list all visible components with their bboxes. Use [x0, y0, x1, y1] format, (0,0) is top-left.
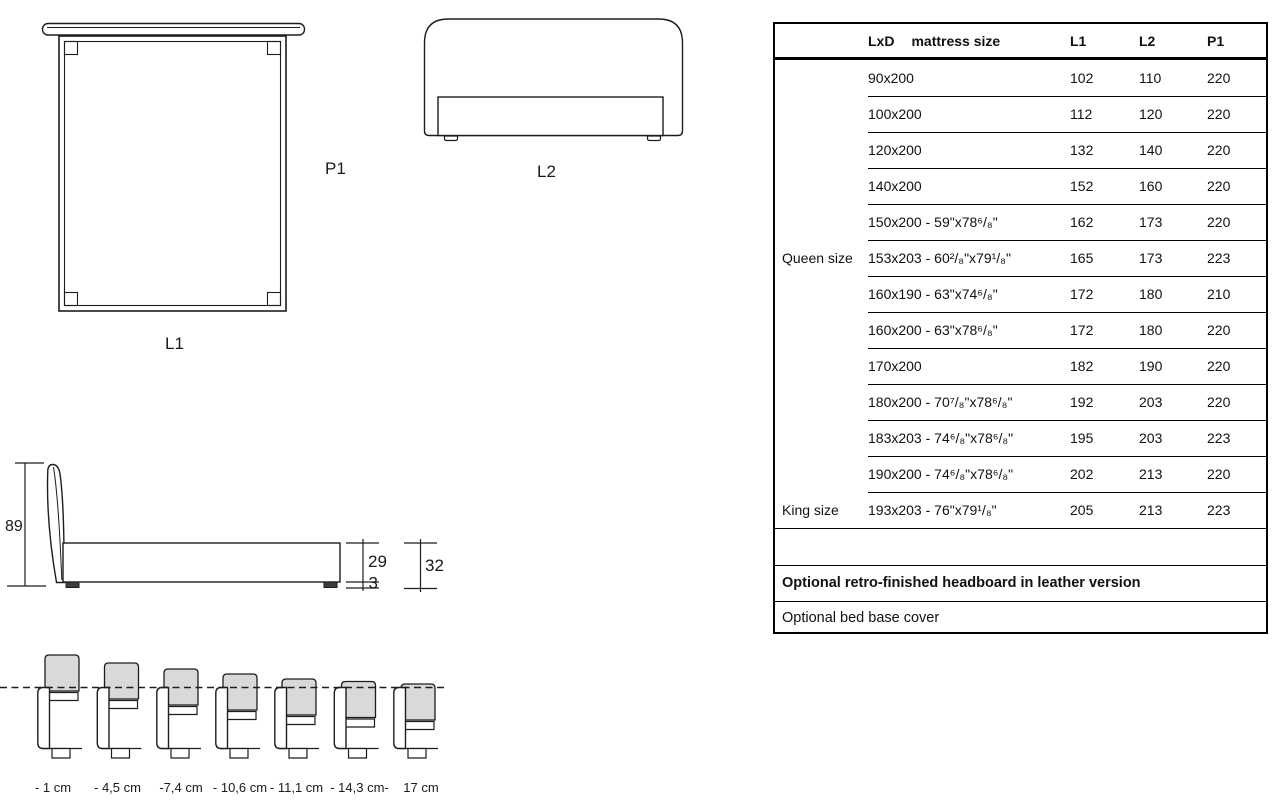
cell-mattress-size: 183x203 - 74⁶/₈"x78⁶/₈" — [868, 430, 1014, 446]
bed-base-side-view — [63, 543, 340, 582]
header-size-column — [868, 33, 1070, 49]
bed-base-front-view — [438, 97, 663, 136]
mattress-size-table — [773, 22, 1268, 634]
table-row — [775, 492, 1266, 528]
cell-group: King size — [782, 502, 839, 518]
cell-l2: 160 — [1139, 178, 1163, 194]
cell-l2: 213 — [1139, 466, 1163, 482]
headboard-profile — [334, 688, 346, 749]
headboard-top-view — [43, 24, 305, 36]
cell-l1: 202 — [1070, 466, 1094, 482]
dimension-label-l1: L1 — [165, 334, 184, 353]
foot-side-right — [324, 582, 337, 588]
table-header — [775, 24, 1266, 60]
cell-p1: 220 — [1207, 106, 1231, 122]
headboard-profile — [394, 688, 406, 749]
table-empty-row — [775, 528, 1266, 565]
foot — [408, 749, 426, 759]
table-row — [775, 420, 1266, 456]
cell-l2: 120 — [1139, 106, 1163, 122]
table-row — [775, 276, 1266, 312]
cell-p1: 220 — [1207, 214, 1231, 230]
table-row — [775, 204, 1266, 240]
foot — [52, 749, 70, 759]
table-row — [775, 168, 1266, 204]
header-l1: L1 — [1070, 32, 1087, 49]
profile-measurement-label: - 14,3 cm- — [330, 780, 389, 795]
table-note-row: Optional retro-finished headboard in leather version — [775, 565, 1266, 601]
profile-measurement-label: 17 cm — [403, 780, 439, 795]
cell-l2: 173 — [1139, 214, 1163, 230]
cell-l1: 165 — [1070, 250, 1094, 266]
header-p1: P1 — [1207, 32, 1225, 49]
cell-l2: 213 — [1139, 502, 1163, 518]
headboard-profile-unit — [270, 679, 323, 795]
cell-l1: 172 — [1070, 286, 1094, 302]
cell-l2: 140 — [1139, 142, 1163, 158]
header-size-label: mattress size — [911, 32, 1001, 49]
cell-mattress-size: 153x203 - 60²/₈"x79¹/₈" — [868, 250, 1011, 266]
cell-mattress-size: 190x200 - 74⁶/₈"x78⁶/₈" — [868, 466, 1014, 482]
cell-mattress-size: 180x200 - 70⁷/₈"x78⁶/₈" — [868, 394, 1013, 410]
cell-l1: 152 — [1070, 178, 1094, 194]
table-row — [775, 60, 1266, 96]
foot — [230, 749, 248, 759]
table-row — [775, 384, 1266, 420]
cell-l1: 132 — [1070, 142, 1094, 158]
table-row — [775, 456, 1266, 492]
cell-mattress-size: 120x200 — [868, 142, 922, 158]
headboard-profile — [275, 688, 287, 749]
cell-p1: 220 — [1207, 70, 1231, 86]
dim-value-29: 29 — [368, 552, 387, 571]
cell-p1: 220 — [1207, 178, 1231, 194]
table-row — [775, 348, 1266, 384]
dim-value-89: 89 — [5, 518, 23, 535]
cell-l1: 162 — [1070, 214, 1094, 230]
foot — [289, 749, 307, 759]
cell-p1: 220 — [1207, 322, 1231, 338]
cell-l2: 203 — [1139, 394, 1163, 410]
cell-group: Queen size — [782, 250, 853, 266]
cell-l1: 112 — [1070, 106, 1093, 122]
headboard-profile-unit — [330, 682, 389, 796]
cell-mattress-size: 160x190 - 63"x74⁶/₈" — [868, 286, 998, 302]
header-size-code: LxD — [868, 32, 895, 49]
cell-l2: 173 — [1139, 250, 1163, 266]
mattress-block — [45, 655, 79, 691]
table-row — [775, 240, 1266, 276]
cell-mattress-size: 193x203 - 76"x79¹/₈" — [868, 502, 997, 518]
cell-p1: 220 — [1207, 394, 1231, 410]
dim-value-3: 3 — [368, 573, 378, 593]
cell-l1: 195 — [1070, 430, 1094, 446]
headboard-profile — [38, 688, 50, 749]
cell-l2: 203 — [1139, 430, 1163, 446]
cell-p1: 210 — [1207, 286, 1231, 302]
foot-front-left — [445, 136, 458, 141]
cell-l1: 182 — [1070, 358, 1094, 374]
cell-l2: 180 — [1139, 286, 1163, 302]
table-body — [775, 60, 1266, 528]
headboard-profile-unit — [394, 684, 439, 795]
profile-measurement-label: - 11,1 cm — [269, 780, 324, 795]
dimension-label-p1: P1 — [325, 159, 346, 178]
foot-front-right — [648, 136, 661, 141]
front-view-drawing — [425, 19, 683, 181]
cell-mattress-size: 90x200 — [868, 70, 914, 86]
foot — [171, 749, 189, 759]
bed-frame-outer — [59, 36, 286, 311]
cell-p1: 220 — [1207, 466, 1231, 482]
cell-p1: 220 — [1207, 358, 1231, 374]
table-row — [775, 96, 1266, 132]
cell-mattress-size: 140x200 — [868, 178, 922, 194]
side-view-drawing — [5, 463, 444, 593]
profile-measurement-label: - 4,5 cm — [94, 780, 141, 795]
cell-mattress-size: 100x200 — [868, 106, 922, 122]
cell-p1: 220 — [1207, 142, 1231, 158]
cell-l1: 172 — [1070, 322, 1094, 338]
cell-p1: 223 — [1207, 250, 1231, 266]
headboard-profile-unit — [213, 674, 267, 795]
foot-side-left — [66, 582, 79, 588]
profile-measurement-label: - 10,6 cm — [212, 780, 268, 795]
headboard-profile — [97, 688, 109, 749]
cell-l2: 110 — [1139, 70, 1162, 86]
headboard-profiles-diagram — [35, 655, 439, 795]
cell-mattress-size: 170x200 — [868, 358, 922, 374]
headboard-profile — [157, 688, 169, 749]
profile-measurement-label: -7,4 cm — [159, 780, 203, 795]
headboard-profile-unit — [35, 655, 82, 795]
cell-mattress-size: 160x200 - 63"x78⁶/₈" — [868, 322, 998, 338]
table-row — [775, 312, 1266, 348]
cell-mattress-size: 150x200 - 59"x78⁶/₈" — [868, 214, 998, 230]
cell-l1: 192 — [1070, 394, 1094, 410]
cell-p1: 223 — [1207, 430, 1231, 446]
foot — [112, 749, 130, 759]
cell-p1: 223 — [1207, 502, 1231, 518]
headboard-profile-unit — [94, 663, 141, 795]
cell-l2: 180 — [1139, 322, 1163, 338]
table-note-row: Optional bed base cover — [775, 601, 1266, 636]
table-row — [775, 132, 1266, 168]
cell-l1: 205 — [1070, 502, 1094, 518]
cell-l2: 190 — [1139, 358, 1163, 374]
table-notes — [775, 565, 1266, 636]
headboard-profile — [216, 688, 228, 749]
top-view-drawing — [43, 24, 346, 354]
headboard-side-view — [48, 465, 65, 583]
dim-value-32: 32 — [425, 556, 444, 575]
profile-measurement-label: - 1 cm — [34, 780, 72, 795]
cell-l1: 102 — [1070, 70, 1094, 86]
dimension-label-l2: L2 — [537, 162, 556, 181]
header-l2: L2 — [1139, 32, 1156, 49]
foot — [349, 749, 367, 759]
